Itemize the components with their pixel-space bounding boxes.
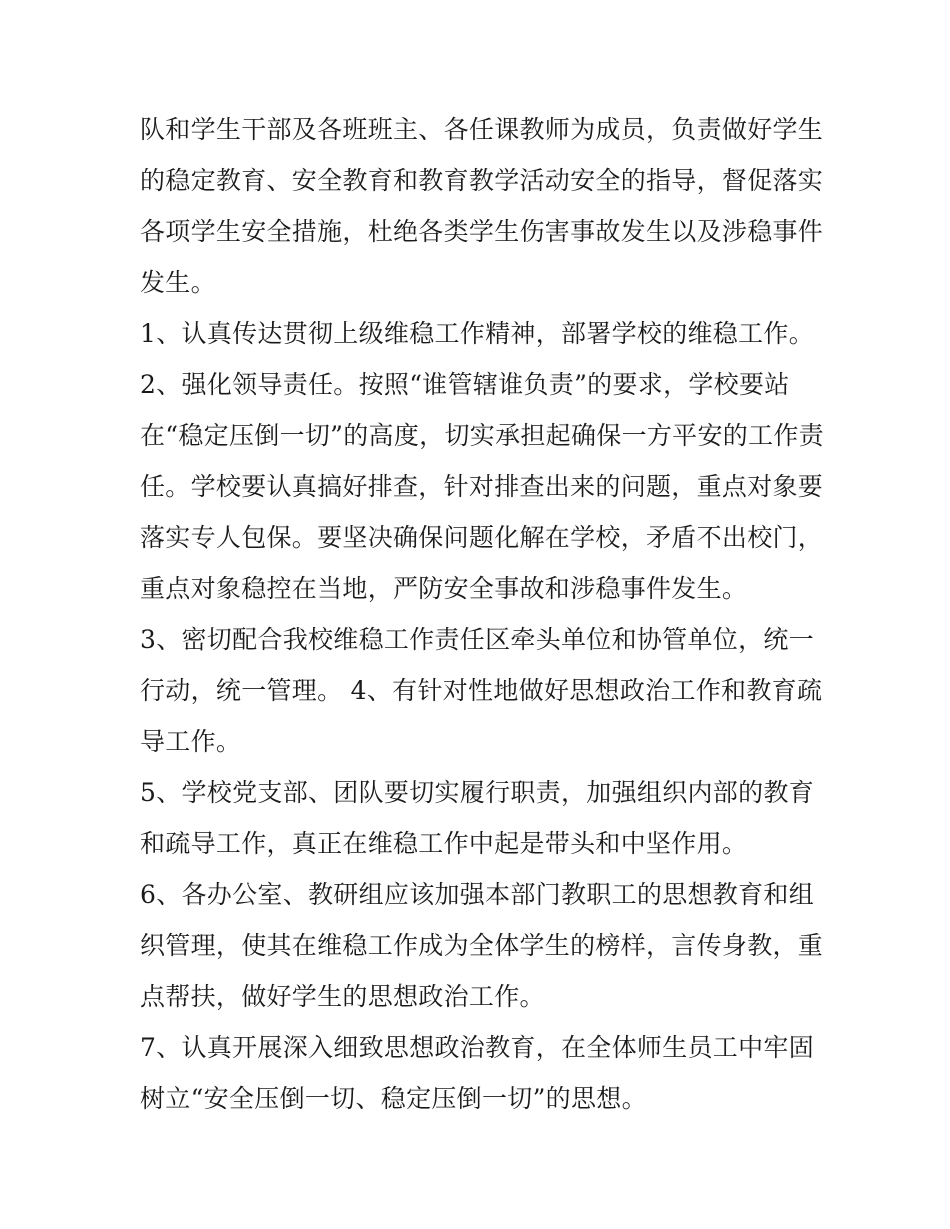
text-line: 各项学生安全措施，杜绝各类学生伤害事故发生以及涉稳事件 (140, 217, 824, 246)
text-line: 3、密切配合我校维稳工作责任区牵头单位和协管单位，统一 (140, 625, 815, 654)
text-line: 6、各办公室、教研组应该加强本部门教职工的思想教育和组 (140, 880, 815, 909)
text-line: 2、强化领导责任。按照“谁管辖谁负责”的要求，学校要站 (140, 370, 790, 399)
document-body (140, 104, 824, 1124)
text-line: 发生。 (140, 268, 216, 297)
text-line: 7、认真开展深入细致思想政治教育，在全体师生员工中牢固 (140, 1033, 815, 1062)
text-line: 5、学校党支部、团队要切实履行职责，加强组织内部的教育 (140, 778, 815, 807)
text-line: 行动，统一管理。 4、有针对性地做好思想政治工作和教育疏 (140, 676, 823, 705)
text-line: 重点对象稳控在当地，严防安全事故和涉稳事件发生。 (140, 574, 748, 603)
text-line: 树立“安全压倒一切、稳定压倒一切”的思想。 (140, 1084, 647, 1113)
text-line: 在“稳定压倒一切”的高度，切实承担起确保一方平安的工作责 (140, 421, 824, 450)
text-line: 导工作。 (140, 727, 242, 756)
text-line: 的稳定教育、安全教育和教育教学活动安全的指导，督促落实 (140, 166, 824, 195)
text-line: 点帮扶，做好学生的思想政治工作。 (140, 982, 545, 1011)
text-line: 和疏导工作，真正在维稳工作中起是带头和中坚作用。 (140, 829, 748, 858)
text-line: 织管理，使其在维稳工作成为全体学生的榜样，言传身教，重 (140, 931, 824, 960)
text-line: 队和学生干部及各班班主、各任课教师为成员，负责做好学生 (140, 115, 824, 144)
text-line: 落实专人包保。要坚决确保问题化解在学校，矛盾不出校门， (140, 523, 824, 552)
text-line: 任。学校要认真搞好排查，针对排查出来的问题，重点对象要 (140, 472, 824, 501)
text-line: 1、认真传达贯彻上级维稳工作精神，部署学校的维稳工作。 (140, 319, 815, 348)
